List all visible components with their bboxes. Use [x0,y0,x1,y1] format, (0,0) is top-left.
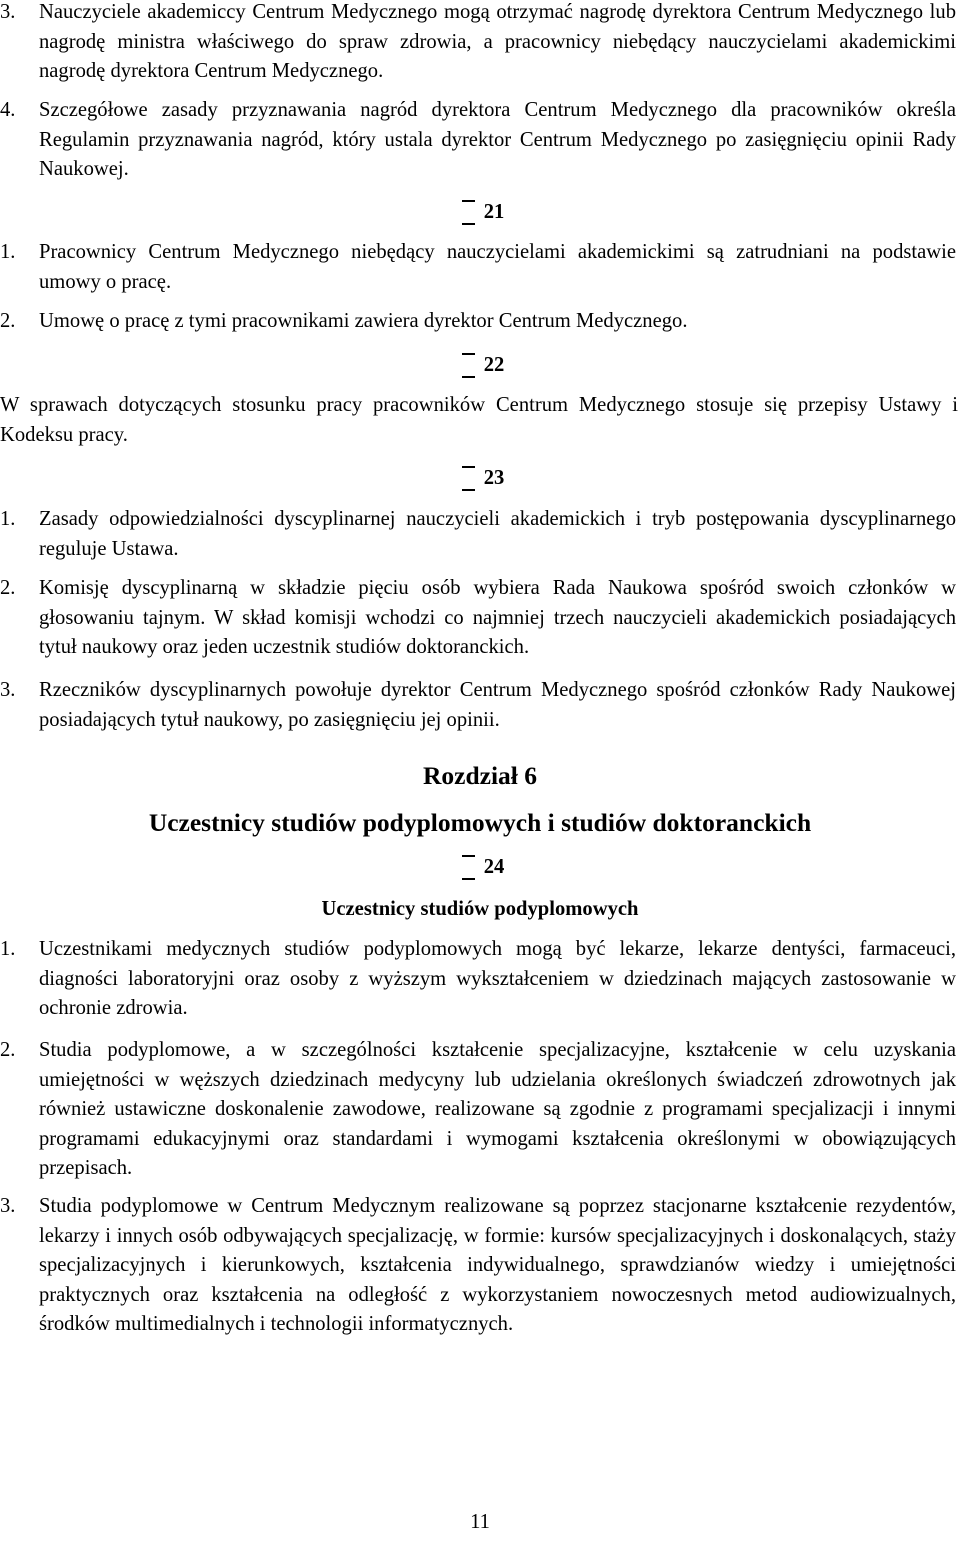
item-number: 1. [0,938,16,960]
section-heading [0,464,960,494]
list-item [0,1036,958,1184]
item-number: 1. [0,241,16,263]
list-item [0,505,958,564]
item-text: Komisję dyscyplinarną w składzie pięciu osób wybiera Rada Naukowa spośród swoich członków w głosowaniu tajnym. W skład komisji wchodzi co najmniej trzech nauczycieli akademickich posiadających tytuł naukowy oraz jeden uczestnik studiów doktoranckich. [39,577,956,658]
paragraph [0,391,960,450]
section-sign-icon [456,853,480,882]
item-text: Szczegółowe zasady przyznawania nagród dyrektora Centrum Medycznego dla pracowników określa Regulamin przyznawania nagród, który ustala dyrektor Centrum Medycznego po zasięgnięciu opinii Rady Naukowej. [39,99,956,180]
item-text: Studia podyplomowe w Centrum Medycznym realizowane są poprzez stacjonarne kształcenie rezydentów, lekarzy i innych osób odbywających specjalizację, w formie: kursów specjalizacyjnych i doskonalących, staży specjalizacyjnych i kierunkowych, kształcenia indywidualnego, sprawdzianów wiedzy i umiejętności praktycznych oraz kształcenia na odległość z wykorzystaniem nowoczesnych metod audiowizualnych, środków multimedialnych i technologii informatycznych. [39,1195,956,1335]
item-text: Zasady odpowiedzialności dyscyplinarnej nauczycieli akademickich i tryb postępowania dyscyplinarnego reguluje Ustawa. [39,508,956,560]
item-text: Uczestnikami medycznych studiów podyplomowych mogą być lekarze, lekarze dentyści, farmaceuci, diagności laboratoryjni oraz osoby z wyższym wykształceniem w dziedzinach mających zastosowanie w ochronie zdrowia. [39,938,956,1019]
section-sign-icon [456,198,480,227]
item-number: 3. [0,679,16,701]
section-heading [0,198,960,228]
section-number: 23 [483,467,505,489]
section-number: 24 [483,856,505,878]
list-item [0,676,958,735]
item-text: Studia podyplomowe, a w szczególności kształcenie specjalizacyjne, kształcenie w celu uzyskania umiejętności w węższych dziedzinach medycyny lub udzielania określonych świadczeń zdrowotnych jak również ustawiczne doskonalenie zawodowe, realizowane są zgodnie z programami specjalizacji i innymi programami edukacyjnymi oraz standardami i wymogami kształcenia określonymi w obowiązujących przepisach. [39,1039,956,1179]
paragraph-text: W sprawach dotyczących stosunku pracy pracowników Centrum Medycznego stosuje się przepisy Ustawy i Kodeksu pracy. [0,394,958,446]
item-number: 3. [0,1195,16,1217]
list-item [0,935,958,1024]
section-subtitle: Uczestnicy studiów podyplomowych [321,898,639,920]
list-item [0,1192,958,1340]
item-number: 4. [0,99,16,121]
item-number: 3. [0,1,16,23]
page-number: 11 [470,1511,490,1533]
section-heading [0,853,960,883]
section-heading [0,351,960,381]
item-text: Rzeczników dyscyplinarnych powołuje dyrektor Centrum Medycznego spośród członków Rady Naukowej posiadających tytuł naukowy, po zasięgnięciu jej opinii. [39,679,956,731]
chapter-number: Rozdział 6 [422,761,538,790]
item-number: 2. [0,1039,16,1061]
item-number: 2. [0,310,16,332]
item-number: 1. [0,508,16,530]
list-item [0,96,958,185]
item-number: 2. [0,577,16,599]
section-sign-icon [456,464,480,493]
section-number: 21 [483,201,505,223]
list-item [0,574,958,663]
list-item [0,0,958,87]
section-number: 22 [483,354,505,376]
list-item [0,238,958,297]
list-item [0,307,958,337]
item-text: Pracownicy Centrum Medycznego niebędący nauczycielami akademickimi są zatrudniani na podstawie umowy o pracę. [39,241,956,293]
chapter-title: Uczestnicy studiów podyplomowych i studiów doktoranckich [148,808,812,837]
item-text: Nauczyciele akademiccy Centrum Medycznego mogą otrzymać nagrodę dyrektora Centrum Medycznego lub nagrodę ministra właściwego do spraw zdrowia, a pracownicy niebędący nauczycielami akademickimi nagrodę dyrektora Centrum Medycznego. [39,1,956,82]
item-text: Umowę o pracę z tymi pracownikami zawiera dyrektor Centrum Medycznego. [39,310,688,332]
section-sign-icon [456,351,480,380]
